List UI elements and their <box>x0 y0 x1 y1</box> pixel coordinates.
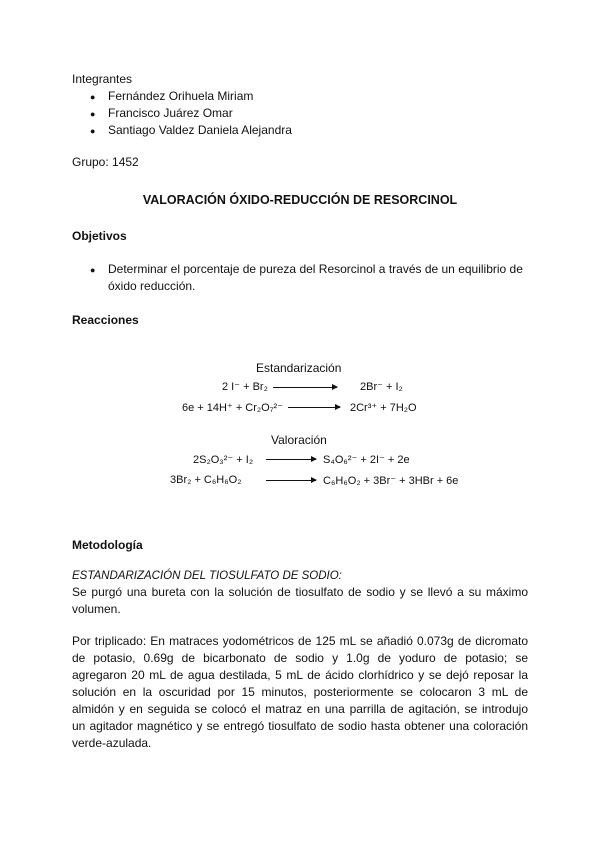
group-number: Grupo: 1452 <box>72 155 139 169</box>
objectives-heading: Objetivos <box>72 229 127 243</box>
reaction-arrow <box>288 407 340 408</box>
paragraph-line: almidón y en seguida se colocó el matraz en una parrilla de agitación, se introdujo <box>72 702 528 716</box>
paragraph-line: volumen. <box>72 602 121 616</box>
standardization-label: Estandarización <box>256 361 342 375</box>
members-label: Integrantes <box>72 72 133 86</box>
paragraph-line: de potasio, 0.69g de bicarbonato de sodio y 1.0g de yoduro de potasio; se <box>72 651 528 665</box>
member-item: Santiago Valdez Daniela Alejandra <box>108 123 292 137</box>
bullet-icon: ● <box>90 92 96 102</box>
reaction-arrow <box>266 480 316 481</box>
reaction-arrow <box>273 387 337 388</box>
bullet-icon: ● <box>90 109 96 119</box>
equation-3-reactants: 2S₂O₃²⁻ + I₂ <box>193 454 254 466</box>
titration-label: Valoración <box>271 433 327 447</box>
paragraph-line: agregaron 20 mL de agua destilada, 5 mL de ácido clorhídrico y se dejó reposar la <box>72 668 528 682</box>
bullet-icon: ● <box>90 265 96 275</box>
methodology-paragraph-2 <box>72 633 528 752</box>
equation-4-reactants: 3Br₂ + C₆H₆O₂ <box>170 474 242 486</box>
reactions-heading: Reacciones <box>72 313 139 327</box>
equation-2-reactants: 6e + 14H⁺ + Cr₂O₇²⁻ <box>182 402 283 414</box>
equation-3-products: S₄O₆²⁻ + 2I⁻ + 2e <box>323 454 410 466</box>
equation-1-reactants: 2 I⁻ + Br₂ <box>222 381 268 393</box>
methodology-subheading: ESTANDARIZACIÓN DEL TIOSULFATO DE SODIO: <box>72 570 342 582</box>
member-item: Fernández Orihuela Miriam <box>108 89 254 103</box>
objective-line: Determinar el porcentaje de pureza del Resorcinol a través de un equilibrio de <box>108 262 523 276</box>
equation-4-products: C₆H₆O₂ + 3Br⁻ + 3HBr + 6e <box>323 475 459 487</box>
objective-line: óxido reducción. <box>108 279 196 293</box>
methodology-heading: Metodología <box>72 538 143 552</box>
paragraph-line: Por triplicado: En matraces yodométricos de 125 mL se añadió 0.073g de dicromato <box>72 634 528 648</box>
paragraph-line: solución en la oscuridad por 15 minutos, posteriormente se colocaron 3 mL de <box>72 685 528 699</box>
reaction-arrow <box>266 459 316 460</box>
bullet-icon: ● <box>90 126 96 136</box>
equation-2-products: 2Cr³⁺ + 7H₂O <box>350 402 417 414</box>
methodology-paragraph-1 <box>72 584 528 618</box>
paragraph-line: verde-azulada. <box>72 736 152 750</box>
member-item: Francisco Juárez Omar <box>108 106 233 120</box>
document-title: VALORACIÓN ÓXIDO-REDUCCIÓN DE RESORCINOL <box>142 193 458 207</box>
paragraph-line: Se purgó una bureta con la solución de tiosulfato de sodio y se llevó a su máximo <box>72 585 528 599</box>
paragraph-line: un agitador magnético y se entregó tiosulfato de sodio hasta obtener una coloración <box>72 719 528 733</box>
equation-1-products: 2Br⁻ + I₂ <box>360 381 403 393</box>
